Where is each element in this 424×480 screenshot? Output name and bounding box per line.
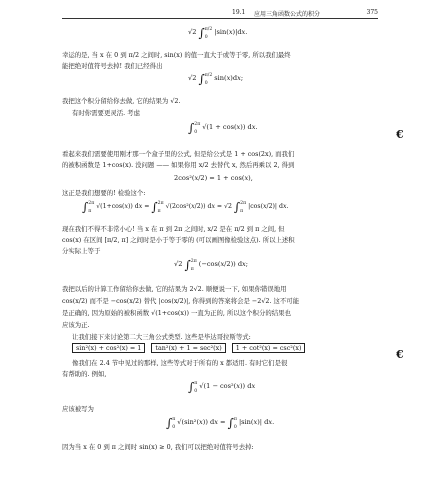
paragraph-3: 有时你需要更灵活. 考虑 xyxy=(72,109,140,117)
paragraph-1a: 幸运的是, 当 x 在 0 到 π/2 之间时, sin(x) 的值一直大于或等于零, 所以我们最终 xyxy=(62,51,291,59)
paragraph-7d: 应该为正. xyxy=(62,321,90,329)
paragraph-4a: 看起来我们需要使用刚才那一个盒子里的公式, 但是给公式是 1 + cos(2x), 而我们 xyxy=(62,150,295,158)
paragraph-1b: 能把绝对值符号去掉! 我们已经得出 xyxy=(62,62,163,70)
equation-6: √2 ∫2π π(−cos(x/2)) dx; xyxy=(174,258,248,272)
paragraph-6a: 现在我们不得不非常小心! 当 x 在 π 到 2π 之间时, x/2 是在 π/2 到 π 之间, 但 xyxy=(62,225,285,233)
pythagorean-identities xyxy=(72,343,309,353)
paragraph-5: 这正是我们想要的! 检验这个: xyxy=(62,189,146,197)
paragraph-2: 我把这个积分留给你去做, 它的结果为 √2. xyxy=(62,97,181,105)
equation-3: ∫2π 0√(1 + cos(x)) dx. xyxy=(188,121,258,135)
identity-box-2: tan²(x) + 1 = sec²(x) xyxy=(151,343,225,353)
equation-7: ∫π 0√(1 − cos²(x)) dx xyxy=(188,380,256,394)
equation-1: √2 ∫π/2 0|sin(x)|dx. xyxy=(188,26,248,40)
margin-bracket-icon: € xyxy=(396,128,404,141)
paragraph-11: 因为当 x 在 0 到 π 之间时 sin(x) ≥ 0, 我们可以把绝对值符号去掉: xyxy=(62,443,254,451)
header-rule xyxy=(62,18,378,19)
equation-4: 2cos²(x/2) = 1 + cos(x), xyxy=(174,174,253,182)
page-number: 375 xyxy=(366,9,378,16)
paragraph-8: 让我们接下来讨论第二大三角公式类型. 这些是毕达哥拉斯等式: xyxy=(72,333,251,341)
section-title: 应用三角函数公式的积分 xyxy=(254,11,321,18)
paragraph-7a: 我把以后的计算工作留给你去做, 它的结果为 2√2. 顺便说一下, 如果你错误地用 xyxy=(62,285,287,293)
margin-bracket-icon: € xyxy=(396,348,404,361)
identity-box-1: sin²(x) + cos²(x) = 1 xyxy=(72,343,145,353)
paragraph-6c: 分实际上等于 xyxy=(62,247,101,255)
section-number: 19.1 xyxy=(232,9,246,16)
paragraph-9a: 像我们在 2.4 节中见过的那样, 这些等式对于所有的 x 都适用. 有时它们是很 xyxy=(72,359,288,367)
equation-5: ∫2π π√(1+cos(x)) dx = ∫2π π√(2cos²(x/2)) dx = √2 ∫2π π|cos(x/2)| dx. xyxy=(82,200,289,214)
equation-2: √2 ∫π/2 0sin(x)dx; xyxy=(188,72,244,86)
paragraph-9b: 有帮助的. 例如, xyxy=(62,370,107,378)
identity-box-3: 1 + cot²(x) = csc²(x) xyxy=(232,343,306,353)
equation-8: ∫π 0√(sin²(x)) dx = ∫π 0|sin(x)| dx. xyxy=(166,416,275,430)
paragraph-7b: cos(x/2) 而不是 −cos(x/2) 替代 |cos(x/2)|, 你得到的答案将会是 −2√2. 这不可能 xyxy=(62,297,300,305)
paragraph-6b: cos(x) 在区间 [π/2, π] 之间时是小于等于零的 (可以画图像检验这点). 所以上述积 xyxy=(62,236,295,244)
paragraph-7c: 是正确的, 因为原始的被积函数 √(1+cos(x)) 一直为正的, 所以这个积分的结果也 xyxy=(62,309,291,317)
paragraph-10: 应该被写为 xyxy=(62,405,94,413)
paragraph-4b: 的被积函数是 1+cos(x). 没问题 —— 如果你用 x/2 去替代 x, 然后再乘以 2, 得到 xyxy=(62,161,295,169)
